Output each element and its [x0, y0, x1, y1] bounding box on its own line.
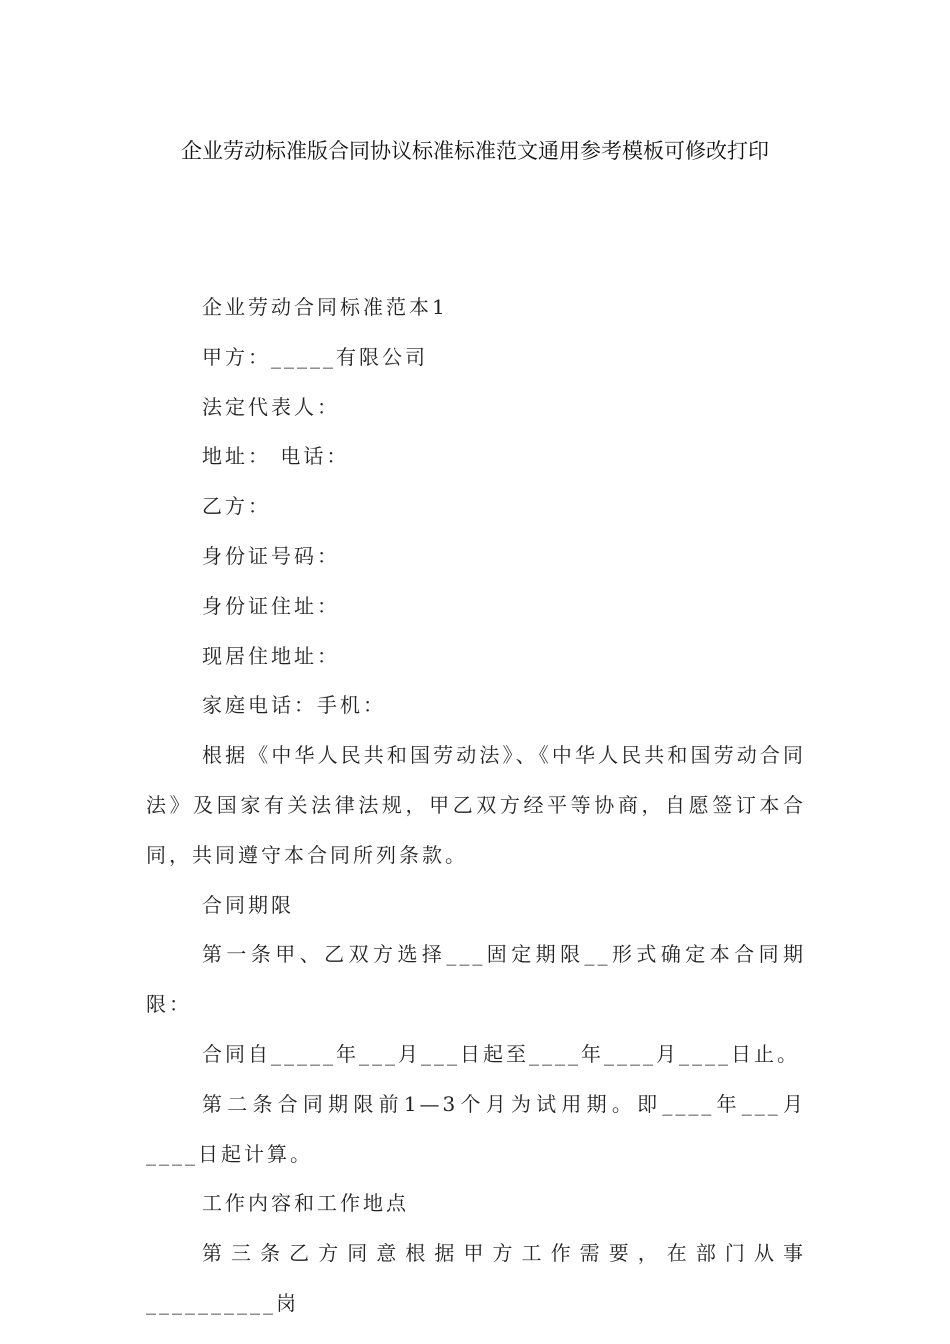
paragraph-contract-heading: 企业劳动合同标准范本1 [202, 295, 448, 319]
paragraph-article-2: 第二条合同期限前1—3个月为试用期。即____年___月____日起计算。 [146, 1091, 806, 1166]
document-title: 企业劳动标准版合同协议标准标准范文通用参考模板可修改打印 [181, 139, 769, 163]
paragraph-contract-dates: 合同自_____年___月___日起至____年____月____日止。 [202, 1041, 800, 1066]
document-body [146, 283, 806, 1329]
paragraph-current-address: 现居住地址： [202, 643, 340, 668]
paragraph-article-1: 第一条甲、乙双方选择___固定期限__形式确定本合同期限： [146, 942, 806, 1017]
paragraph-legal-basis: 根据《中华人民共和国劳动法》、《中华人民共和国劳动合同法》及国家有关法律法规，甲乙双方经平等协商，自愿签订本合同，共同遵守本合同所列条款。 [146, 743, 806, 867]
paragraph-home-mobile-phone: 家庭电话：手机： [202, 693, 386, 718]
paragraph-address-phone: 地址： 电话： [202, 444, 350, 469]
paragraph-id-number: 身份证号码： [202, 543, 340, 568]
paragraph-party-a: 甲方：_____有限公司 [202, 344, 428, 369]
paragraph-id-address: 身份证住址： [202, 593, 340, 618]
paragraph-legal-representative: 法定代表人： [202, 394, 340, 419]
paragraph-article-3: 第三条乙方同意根据甲方工作需要，在部门从事__________岗 [146, 1241, 806, 1315]
paragraph-party-b: 乙方： [202, 494, 271, 519]
section-heading-work-content: 工作内容和工作地点 [202, 1191, 409, 1216]
section-heading-contract-term: 合同期限 [202, 892, 294, 917]
